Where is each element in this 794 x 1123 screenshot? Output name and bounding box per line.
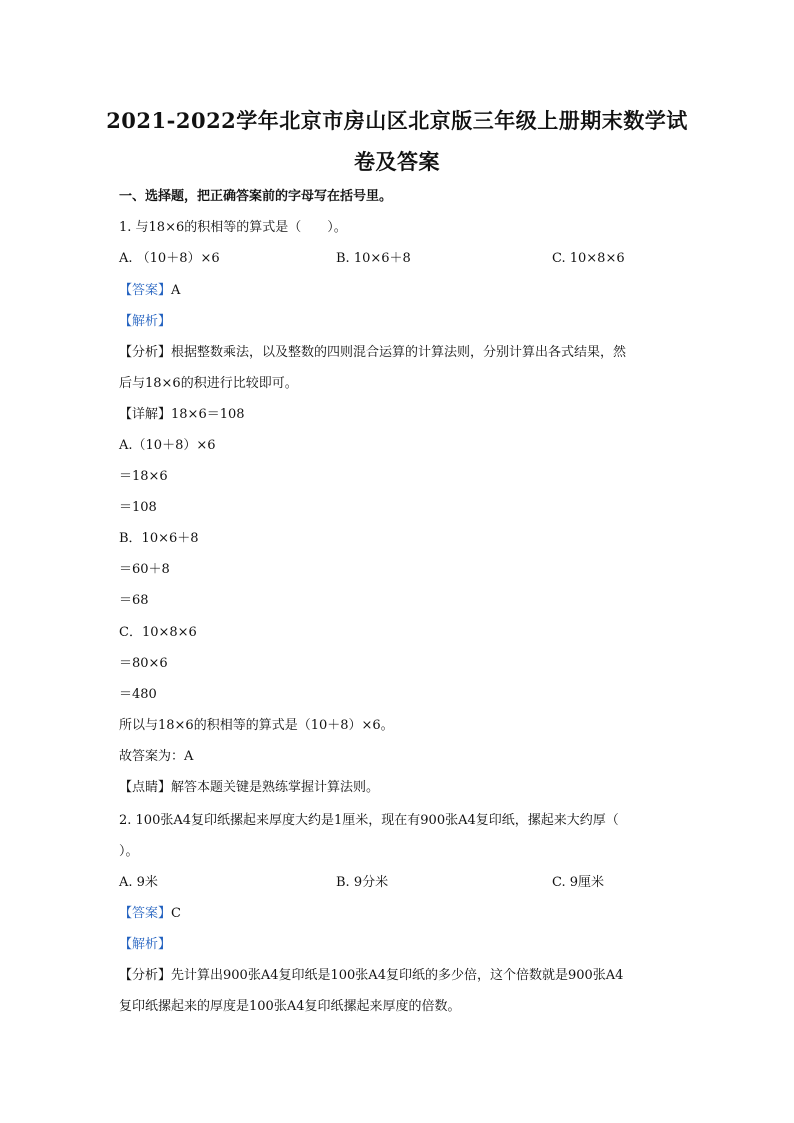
q1-step: ＝18×6 xyxy=(119,469,168,484)
q1-step: A.（10＋8）×6 xyxy=(119,438,216,453)
q1-conclusion: 所以与18×6的积相等的算式是（10＋8）×6。 xyxy=(119,718,394,733)
section-heading: 一、选择题，把正确答案前的字母写在括号里。 xyxy=(119,189,393,204)
q2-stem-line1: 2. 100张A4复印纸摞起来厚度大约是1厘米，现在有900张A4复印纸，摞起来大约厚（ xyxy=(119,813,619,828)
q2-answer-value: C xyxy=(171,906,181,921)
q1-answer-tag: 【答案】 xyxy=(119,283,172,298)
q2-answer xyxy=(119,905,181,923)
q2-analysis-sub-tag: 【分析】 xyxy=(119,968,172,983)
q1-option-b: B. 10×6＋8 xyxy=(336,251,411,266)
q2-option-c: C. 9厘米 xyxy=(552,875,605,890)
q2-option-b: B. 9分米 xyxy=(336,875,389,890)
q1-option-c: C. 10×8×6 xyxy=(552,251,625,266)
q1-stem: 1. 与18×6的积相等的算式是（ ）。 xyxy=(119,220,347,235)
q1-analysis-text: 根据整数乘法，以及整数的四则混合运算的计算法则，分别计算出各式结果，然 xyxy=(171,345,627,360)
q2-analysis-line2: 复印纸摞起来的厚度是100张A4复印纸摞起来厚度的倍数。 xyxy=(119,999,461,1014)
q1-analysis-line2: 后与18×6的积进行比较即可。 xyxy=(119,376,298,391)
q1-detail-first: 18×6＝108 xyxy=(171,407,245,422)
q2-stem-line2: ）。 xyxy=(119,844,139,859)
q1-detail-line xyxy=(119,406,245,424)
q2-analysis-tag: 【解析】 xyxy=(119,937,172,952)
q1-step: ＝108 xyxy=(119,500,157,515)
q2-option-a: A. 9米 xyxy=(119,875,158,890)
q1-answer xyxy=(119,282,180,300)
q1-comment xyxy=(119,779,379,797)
q1-step: C．10×8×6 xyxy=(119,625,197,640)
q1-final-answer: 故答案为：A xyxy=(119,749,194,764)
q1-step: ＝480 xyxy=(119,687,157,702)
q1-answer-value: A xyxy=(171,283,181,298)
q1-step: B．10×6＋8 xyxy=(119,531,199,546)
q1-analysis-line1 xyxy=(119,344,626,362)
q1-comment-tag: 【点睛】 xyxy=(119,780,172,795)
q1-step: ＝68 xyxy=(119,593,149,608)
q1-analysis-tag: 【解析】 xyxy=(119,314,172,329)
q1-step: ＝60＋8 xyxy=(119,562,170,577)
q2-answer-tag: 【答案】 xyxy=(119,906,172,921)
doc-title-line2: 卷及答案 xyxy=(354,149,440,174)
doc-title-line1: 2021-2022学年北京市房山区北京版三年级上册期末数学试 xyxy=(106,108,688,133)
q1-analysis-sub-tag: 【分析】 xyxy=(119,345,172,360)
q1-detail-tag: 【详解】 xyxy=(119,407,172,422)
q2-analysis-line1 xyxy=(119,967,623,985)
q1-step: ＝80×6 xyxy=(119,656,168,671)
q1-option-a: A. （10＋8）×6 xyxy=(119,251,220,266)
q1-comment-text: 解答本题关键是熟练掌握计算法则。 xyxy=(171,780,380,795)
q2-analysis-text: 先计算出900张A4复印纸是100张A4复印纸的多少倍，这个倍数就是900张A4 xyxy=(171,968,624,983)
